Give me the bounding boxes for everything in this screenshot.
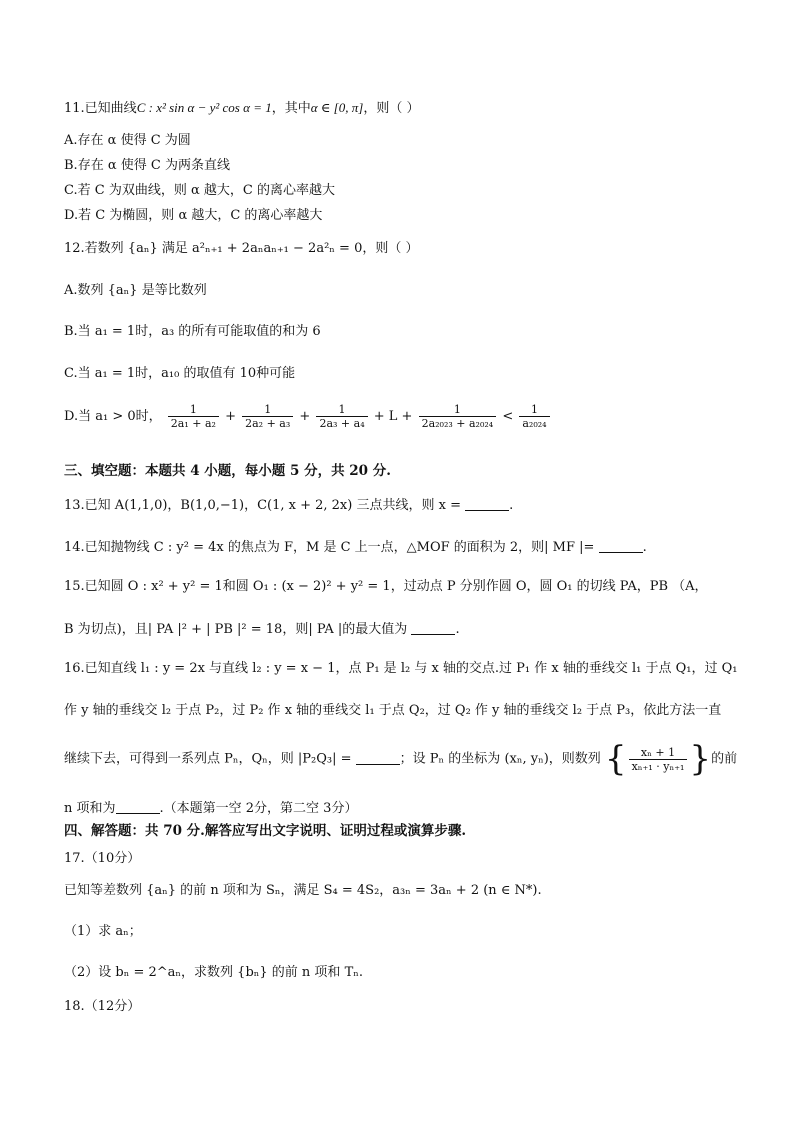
q11-answer-paren: ，则（ ） bbox=[363, 101, 420, 116]
q17-header: 17.（10分） bbox=[64, 851, 141, 866]
answer-blank bbox=[465, 498, 509, 511]
fraction-numerator: 1 bbox=[264, 403, 272, 416]
fraction-denominator: 2a₂ + a₃ bbox=[242, 416, 293, 429]
answer-blank bbox=[356, 752, 400, 765]
fraction-denominator: xₙ₊₁ · yₙ₊₁ bbox=[629, 759, 688, 772]
fraction bbox=[316, 404, 367, 429]
option-label: D. bbox=[64, 208, 79, 223]
q14 bbox=[64, 540, 647, 554]
q12-stem: 12.若数列 {aₙ} 满足 a²ₙ₊₁ + 2aₙaₙ₊₁ − 2a²ₙ = 0，则（ ） bbox=[64, 241, 419, 256]
section-3-title: 三、填空题：本题共 4 小题，每小题 5 分，共 20 分. bbox=[64, 463, 391, 479]
fraction-denominator: 2a₁ + a₂ bbox=[168, 416, 219, 429]
fraction-numerator: 1 bbox=[189, 403, 197, 416]
fraction-numerator: 1 bbox=[530, 403, 538, 416]
q11-option-a bbox=[64, 134, 191, 147]
q11-stem-prefix: 11.已知曲线 bbox=[64, 101, 137, 116]
q11-stem bbox=[64, 101, 419, 115]
q11-curve-equation: C : x² sin α − y² cos α = 1 bbox=[136, 100, 272, 115]
fraction-numerator: 1 bbox=[338, 403, 346, 416]
option-text: 若 C 为椭圆，则 α 越大，C 的离心率越大 bbox=[78, 208, 323, 223]
fraction bbox=[168, 404, 219, 429]
q16-text-a: 继续下去，可得到一系列点 Pₙ，Qₙ，则 |P₂Q₃| = bbox=[64, 751, 352, 767]
q11-stem-mid: ，其中 bbox=[271, 101, 311, 116]
answer-blank bbox=[411, 622, 455, 635]
q16-text-d: n 项和为 bbox=[64, 801, 116, 816]
q16-text-b: ；设 Pₙ 的坐标为 (xₙ, yₙ)，则数列 bbox=[399, 751, 601, 767]
q11-option-c bbox=[64, 184, 335, 197]
q16-line-3 bbox=[64, 739, 738, 779]
right-brace: } bbox=[689, 739, 712, 779]
plus-sign: + bbox=[299, 409, 311, 424]
q16-score-note: .（本题第一空 2分，第二空 3分） bbox=[159, 801, 358, 816]
fraction bbox=[242, 404, 293, 429]
answer-blank bbox=[116, 801, 160, 814]
fraction-numerator: xₙ + 1 bbox=[640, 745, 676, 759]
q12-option-d bbox=[64, 404, 552, 429]
fraction bbox=[519, 404, 549, 429]
option-label: A. bbox=[64, 133, 78, 148]
plus-sign: + bbox=[225, 409, 236, 424]
q16-line-1: 16.已知直线 l₁ : y = 2x 与直线 l₂ : y = x − 1，点 P₁ 是 l₂ 与 x 轴的交点.过 P₁ 作 x 轴的垂线交 l₁ 于点 Q₁，过 Q₁ bbox=[64, 661, 738, 676]
q16-line-2: 作 y 轴的垂线交 l₂ 于点 P₂，过 P₂ 作 x 轴的垂线交 l₁ 于点 Q₂，过 Q₂ 作 y 轴的垂线交 l₂ 于点 P₃，依此方法一直 bbox=[64, 703, 722, 718]
option-text: 存在 α 使得 C 为圆 bbox=[77, 133, 191, 148]
q16-text-c: 的前 bbox=[711, 751, 738, 767]
q11-option-b bbox=[64, 159, 230, 172]
q13 bbox=[64, 498, 513, 512]
sequence-fraction bbox=[629, 747, 688, 772]
less-than-sign: < bbox=[502, 409, 514, 424]
q14-period: . bbox=[642, 540, 647, 555]
q15-line-1: 15.已知圆 O : x² + y² = 1和圆 O₁ : (x − 2)² + y² = 1，过动点 P 分别作圆 O，圆 O₁ 的切线 PA，PB （A， bbox=[64, 579, 708, 594]
fraction-denominator: a₂₀₂₄ bbox=[519, 416, 549, 429]
q17-part-2: （2）设 bₙ = 2^aₙ，求数列 {bₙ} 的前 n 项和 Tₙ. bbox=[64, 965, 363, 980]
q14-text: 14.已知抛物线 C : y² = 4x 的焦点为 F，M 是 C 上一点，△MOF 的面积为 2，则| MF |= bbox=[64, 540, 595, 555]
option-label: C. bbox=[64, 183, 78, 198]
q15-text: B 为切点)，且| PA |² + | PB |² = 18，则| PA |的最大值为 bbox=[64, 622, 408, 637]
fraction-numerator: 1 bbox=[453, 403, 461, 416]
q17-stem: 已知等差数列 {aₙ} 的前 n 项和为 Sₙ，满足 S₄ = 4S₂，a₃ₙ = 3aₙ + 2 (n ∈ N*). bbox=[64, 883, 542, 898]
q13-period: . bbox=[509, 498, 514, 513]
answer-blank bbox=[599, 540, 643, 553]
q11-option-d bbox=[64, 209, 322, 222]
fraction-denominator: 2a₂₀₂₃ + a₂₀₂₄ bbox=[419, 416, 497, 429]
q12-option-a: A.数列 {aₙ} 是等比数列 bbox=[64, 283, 207, 298]
section-4-title: 四、解答题：共 70 分.解答应写出文字说明、证明过程或演算步骤. bbox=[64, 823, 467, 839]
q15-period: . bbox=[455, 622, 460, 637]
ellipsis: + L + bbox=[373, 409, 413, 424]
q12-option-d-prefix: D.当 a₁ > 0时， bbox=[64, 409, 162, 424]
fraction bbox=[419, 404, 497, 429]
q11-alpha-range: α ∈ [0, π] bbox=[310, 100, 364, 115]
q15-line-2 bbox=[64, 622, 460, 636]
q13-text: 13.已知 A(1,1,0)，B(1,0,−1)，C(1, x + 2, 2x) 三点共线，则 x = bbox=[64, 498, 461, 513]
option-text: 存在 α 使得 C 为两条直线 bbox=[77, 158, 230, 173]
option-text: 若 C 为双曲线，则 α 越大，C 的离心率越大 bbox=[77, 183, 335, 198]
q12-option-c: C.当 a₁ = 1时，a₁₀ 的取值有 10种可能 bbox=[64, 366, 296, 381]
q12-option-b: B.当 a₁ = 1时，a₃ 的所有可能取值的和为 6 bbox=[64, 324, 321, 339]
q18-header: 18.（12分） bbox=[64, 999, 141, 1014]
option-label: B. bbox=[64, 158, 78, 173]
q16-line-4 bbox=[64, 801, 357, 815]
fraction-denominator: 2a₃ + a₄ bbox=[316, 416, 367, 429]
q17-part-1: （1）求 aₙ； bbox=[64, 924, 142, 939]
left-brace: { bbox=[604, 739, 627, 779]
